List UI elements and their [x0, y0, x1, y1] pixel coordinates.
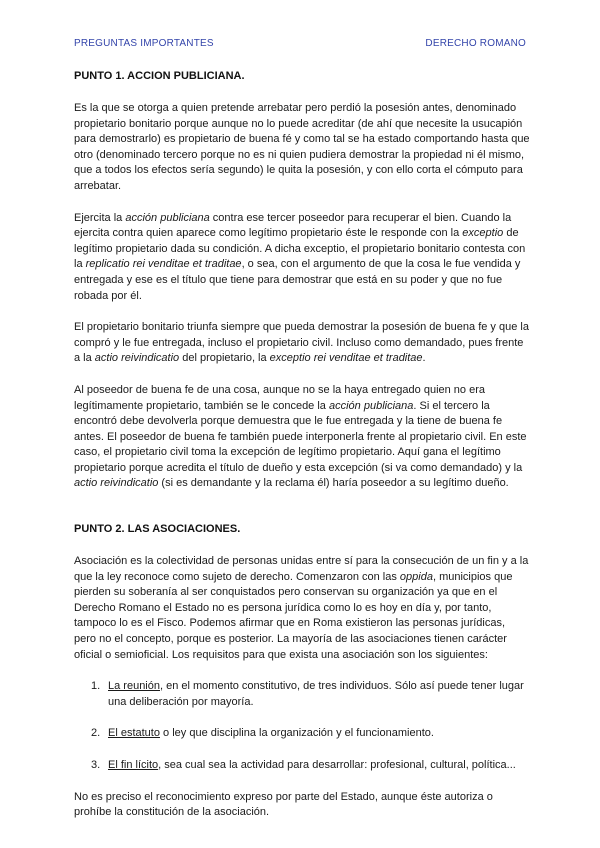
header-right: DERECHO ROMANO	[425, 38, 526, 49]
requirements-list	[74, 679, 530, 773]
list-item: 1. La reunión, en el momento constitutivo, de tres individuos. Sólo así puede tener lugar una deliberación por mayoría.	[91, 680, 524, 708]
page-header	[74, 38, 526, 52]
punto2-paragraph-final: No es preciso el reconocimiento expreso por parte del Estado, aunque éste autoriza o prohíbe la constitución de la asociación.	[74, 790, 493, 819]
document-body	[74, 69, 530, 821]
punto1-title: PUNTO 1. ACCION PUBLICIANA.	[74, 70, 245, 82]
punto1-paragraph-4: Al poseedor de buena fe de una cosa, aunque no se la haya entregado quien no era legítimamente propietario, también se le concede la acción publiciana. Si el tercero la encontró debe devolverla porque demuestra que le fue entregada y la tiene de buena fe antes. El poseedor de buena fe también puede interponerla frente al propietario civil. En este caso, el propietario civil toma la excepción de legítimo propietario. Aquí gana el legítimo propietario porque acredita el título de dueño y esta excepción (si va como demandado) y la actio reivindicatio (si es demandante y la reclama él) haría poseedor a su legítimo dueño.	[74, 383, 527, 490]
list-item: 3. El fin lícito, sea cual sea la actividad para desarrollar: profesional, cultural, política...	[91, 759, 516, 771]
punto2-paragraph-1: Asociación es la colectividad de personas unidas entre sí para la consecución de un fin y a la que la ley reconoce como sujeto de derecho. Comenzaron con las oppida, municipios que pierden su soberanía al ser conquistados pero conservan su organización ya que en el Derecho Romano el Estado no es persona jurídica como lo es hoy en día y, por tanto, tampoco lo es el Fisco. Podemos afirmar que en Roma existieron las personas jurídicas, pero no el concepto, porque es posterior. La mayoría de las asociaciones tienen carácter oficial o semioficial. Los requisitos para que exista una asociación son los siguientes:	[74, 555, 529, 661]
punto1-paragraph-3: El propietario bonitario triunfa siempre que pueda demostrar la posesión de buena fe y que la compró y le fue entregada, incluso el propietario civil. Incluso como demandado, pues frente a la actio reivindicatio del propietario, la exceptio rei venditae et traditae.	[74, 321, 529, 365]
punto1-paragraph-2: Ejercita la acción publiciana contra ese tercer poseedor para recuperar el bien. Cuando la ejercita contra quien aparece como legítimo propietario éste le responde con la exceptio de legítimo propietario dada su condición. A dicha exceptio, el propietario bonitario contesta con la replicatio rei venditae et traditae, o sea, con el argumento de que la cosa le fue vendida y entregada y ese es el título que tiene para demostrar que está en su poder y que no fue robada por él.	[74, 211, 526, 302]
punto1-paragraph-1: Es la que se otorga a quien pretende arrebatar pero perdió la posesión antes, denominado propietario bonitario porque aunque no lo puede acreditar (de ahí que necesite la usucapión para demostrarlo) es propietario de buena fé y como tal se ha estado comportando hasta que otro (denominado tercero porque no es ni quien pudiera demostrar la propiedad ni él mismo, que a todos los efectos sería segundo) le quita la posesión, y con ello corta el cómputo para arrebatar.	[74, 102, 530, 192]
list-item: 2. El estatuto o ley que disciplina la organización y el funcionamiento.	[91, 727, 434, 740]
punto2-title: PUNTO 2. LAS ASOCIACIONES.	[74, 523, 241, 536]
header-left: PREGUNTAS IMPORTANTES	[74, 38, 214, 49]
